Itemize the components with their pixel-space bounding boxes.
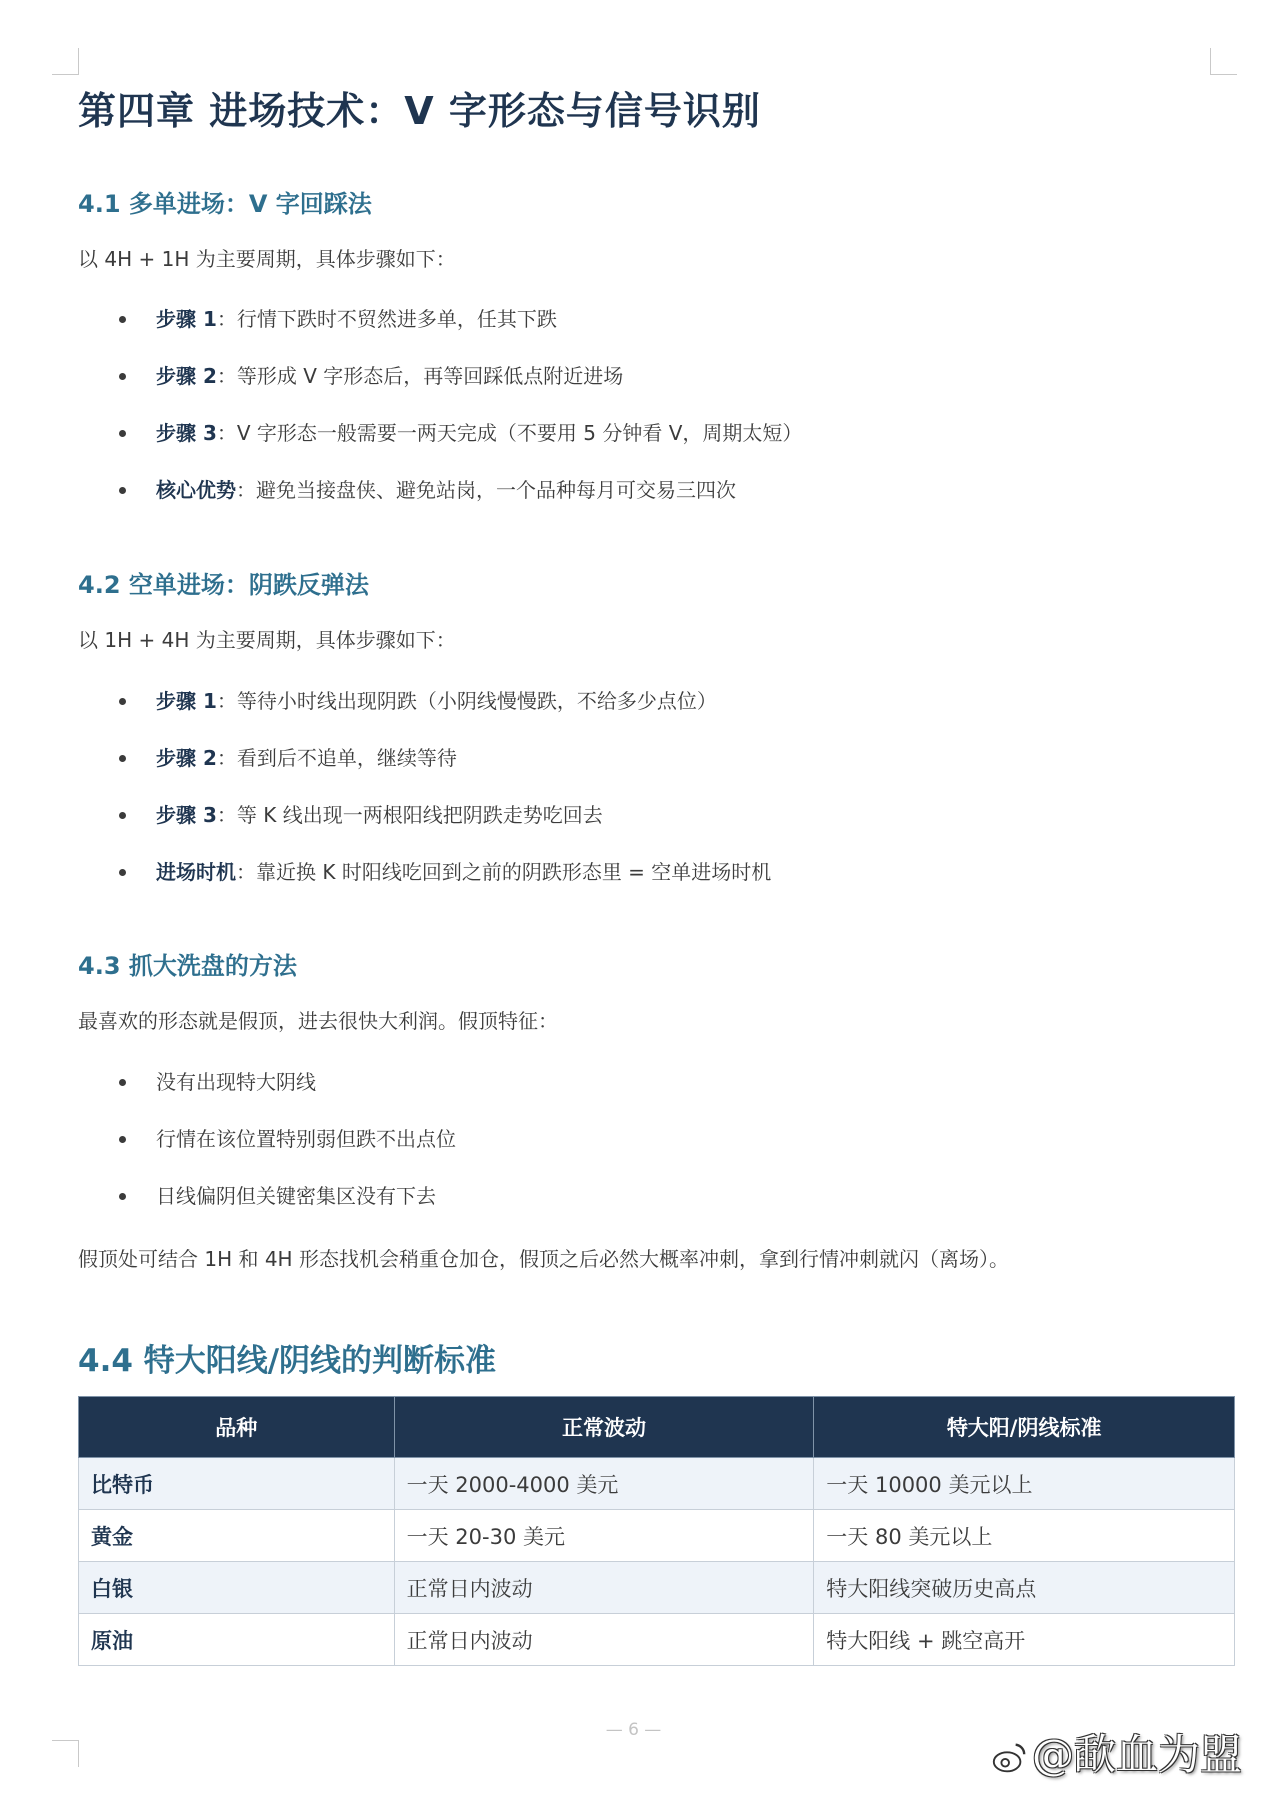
column-header: 品种 bbox=[79, 1397, 395, 1458]
item-text: ：等 K 线出现一两根阳线把阴跌走势吃回去 bbox=[216, 803, 603, 827]
table-row bbox=[79, 1510, 1235, 1562]
bullet-icon bbox=[119, 1193, 126, 1200]
bullet-icon bbox=[119, 1079, 126, 1086]
list-item bbox=[78, 475, 802, 532]
list-item bbox=[78, 686, 771, 743]
section-4-3-features bbox=[78, 1067, 456, 1238]
section-4-3-intro: 最喜欢的形态就是假顶，进去很快大利润。假顶特征： bbox=[78, 1009, 558, 1033]
section-4-4-title: 4.4 特大阳线/阴线的判断标准 bbox=[78, 1343, 497, 1379]
bullet-icon bbox=[119, 316, 126, 323]
table-cell: 正常日内波动 bbox=[394, 1614, 814, 1666]
item-label: 步骤 3 bbox=[156, 421, 217, 445]
table-cell: 比特币 bbox=[79, 1458, 395, 1510]
item-text: ：等待小时线出现阴跌（小阴线慢慢跌，不给多少点位） bbox=[216, 689, 717, 713]
watermark bbox=[990, 1722, 1242, 1782]
item-text: ：行情下跌时不贸然进多单，任其下跌 bbox=[216, 307, 557, 331]
watermark-text: @歃血为盟 bbox=[1032, 1730, 1243, 1779]
list-item bbox=[78, 1181, 456, 1238]
bullet-icon bbox=[119, 430, 126, 437]
section-4-3-title: 4.3 抓大洗盘的方法 bbox=[78, 952, 297, 980]
table-row bbox=[79, 1614, 1235, 1666]
table-cell: 一天 80 美元以上 bbox=[814, 1510, 1235, 1562]
section-4-1-intro: 以 4H + 1H 为主要周期，具体步骤如下： bbox=[78, 247, 456, 271]
item-label: 步骤 3 bbox=[156, 803, 217, 827]
item-text: ：V 字形态一般需要一两天完成（不要用 5 分钟看 V，周期太短） bbox=[216, 421, 803, 445]
crop-mark-top-right bbox=[1210, 48, 1237, 75]
item-text: 没有出现特大阴线 bbox=[156, 1070, 316, 1094]
table-cell: 一天 2000-4000 美元 bbox=[394, 1458, 814, 1510]
item-text: ：靠近换 K 时阳线吃回到之前的阴跌形态里 = 空单进场时机 bbox=[236, 860, 772, 884]
item-label: 步骤 2 bbox=[156, 364, 217, 388]
list-item bbox=[78, 743, 771, 800]
standards-table bbox=[78, 1396, 1235, 1666]
bullet-icon bbox=[119, 1136, 126, 1143]
table-cell: 原油 bbox=[79, 1614, 395, 1666]
list-item bbox=[78, 304, 802, 361]
table-cell: 特大阳线突破历史高点 bbox=[814, 1562, 1235, 1614]
list-item bbox=[78, 800, 771, 857]
section-4-3-outro: 假顶处可结合 1H 和 4H 形态找机会稍重仓加仓，假顶之后必然大概率冲刺，拿到行情冲刺就闪（离场）。 bbox=[78, 1247, 1009, 1271]
crop-mark-top-left bbox=[52, 48, 79, 75]
list-item bbox=[78, 418, 802, 475]
item-text: 行情在该位置特别弱但跌不出点位 bbox=[156, 1127, 456, 1151]
item-label: 步骤 1 bbox=[156, 689, 217, 713]
list-item bbox=[78, 1124, 456, 1181]
bullet-icon bbox=[119, 373, 126, 380]
list-item bbox=[78, 857, 771, 914]
section-4-2-intro: 以 1H + 4H 为主要周期，具体步骤如下： bbox=[78, 628, 456, 652]
column-header: 特大阳/阴线标准 bbox=[814, 1397, 1235, 1458]
item-label: 进场时机 bbox=[156, 860, 236, 884]
section-4-2-steps bbox=[78, 686, 771, 914]
section-4-2-title: 4.2 空单进场：阴跌反弹法 bbox=[78, 571, 369, 599]
weibo-logo-icon bbox=[990, 1739, 1028, 1777]
table-cell: 正常日内波动 bbox=[394, 1562, 814, 1614]
bullet-icon bbox=[119, 869, 126, 876]
list-item bbox=[78, 361, 802, 418]
table-row bbox=[79, 1458, 1235, 1510]
table-cell: 一天 20-30 美元 bbox=[394, 1510, 814, 1562]
section-4-1-title: 4.1 多单进场：V 字回踩法 bbox=[78, 190, 372, 218]
page-number: — 6 — bbox=[605, 1720, 662, 1740]
list-item bbox=[78, 1067, 456, 1124]
table-cell: 一天 10000 美元以上 bbox=[814, 1458, 1235, 1510]
column-header: 正常波动 bbox=[394, 1397, 814, 1458]
table-cell: 特大阳线 + 跳空高开 bbox=[814, 1614, 1235, 1666]
crop-mark-bottom-left bbox=[52, 1740, 79, 1767]
table-cell: 白银 bbox=[79, 1562, 395, 1614]
table-row bbox=[79, 1562, 1235, 1614]
item-text: 日线偏阴但关键密集区没有下去 bbox=[156, 1184, 436, 1208]
item-text: ：看到后不追单，继续等待 bbox=[216, 746, 457, 770]
chapter-title: 第四章 进场技术：V 字形态与信号识别 bbox=[78, 89, 761, 133]
item-label: 核心优势 bbox=[156, 478, 236, 502]
item-label: 步骤 1 bbox=[156, 307, 217, 331]
bullet-icon bbox=[119, 755, 126, 762]
item-text: ：等形成 V 字形态后，再等回踩低点附近进场 bbox=[216, 364, 624, 388]
table-header-row bbox=[79, 1397, 1235, 1458]
bullet-icon bbox=[119, 698, 126, 705]
item-label: 步骤 2 bbox=[156, 746, 217, 770]
table-cell: 黄金 bbox=[79, 1510, 395, 1562]
bullet-icon bbox=[119, 487, 126, 494]
item-text: ：避免当接盘侠、避免站岗，一个品种每月可交易三四次 bbox=[236, 478, 736, 502]
bullet-icon bbox=[119, 812, 126, 819]
section-4-1-steps bbox=[78, 304, 802, 532]
